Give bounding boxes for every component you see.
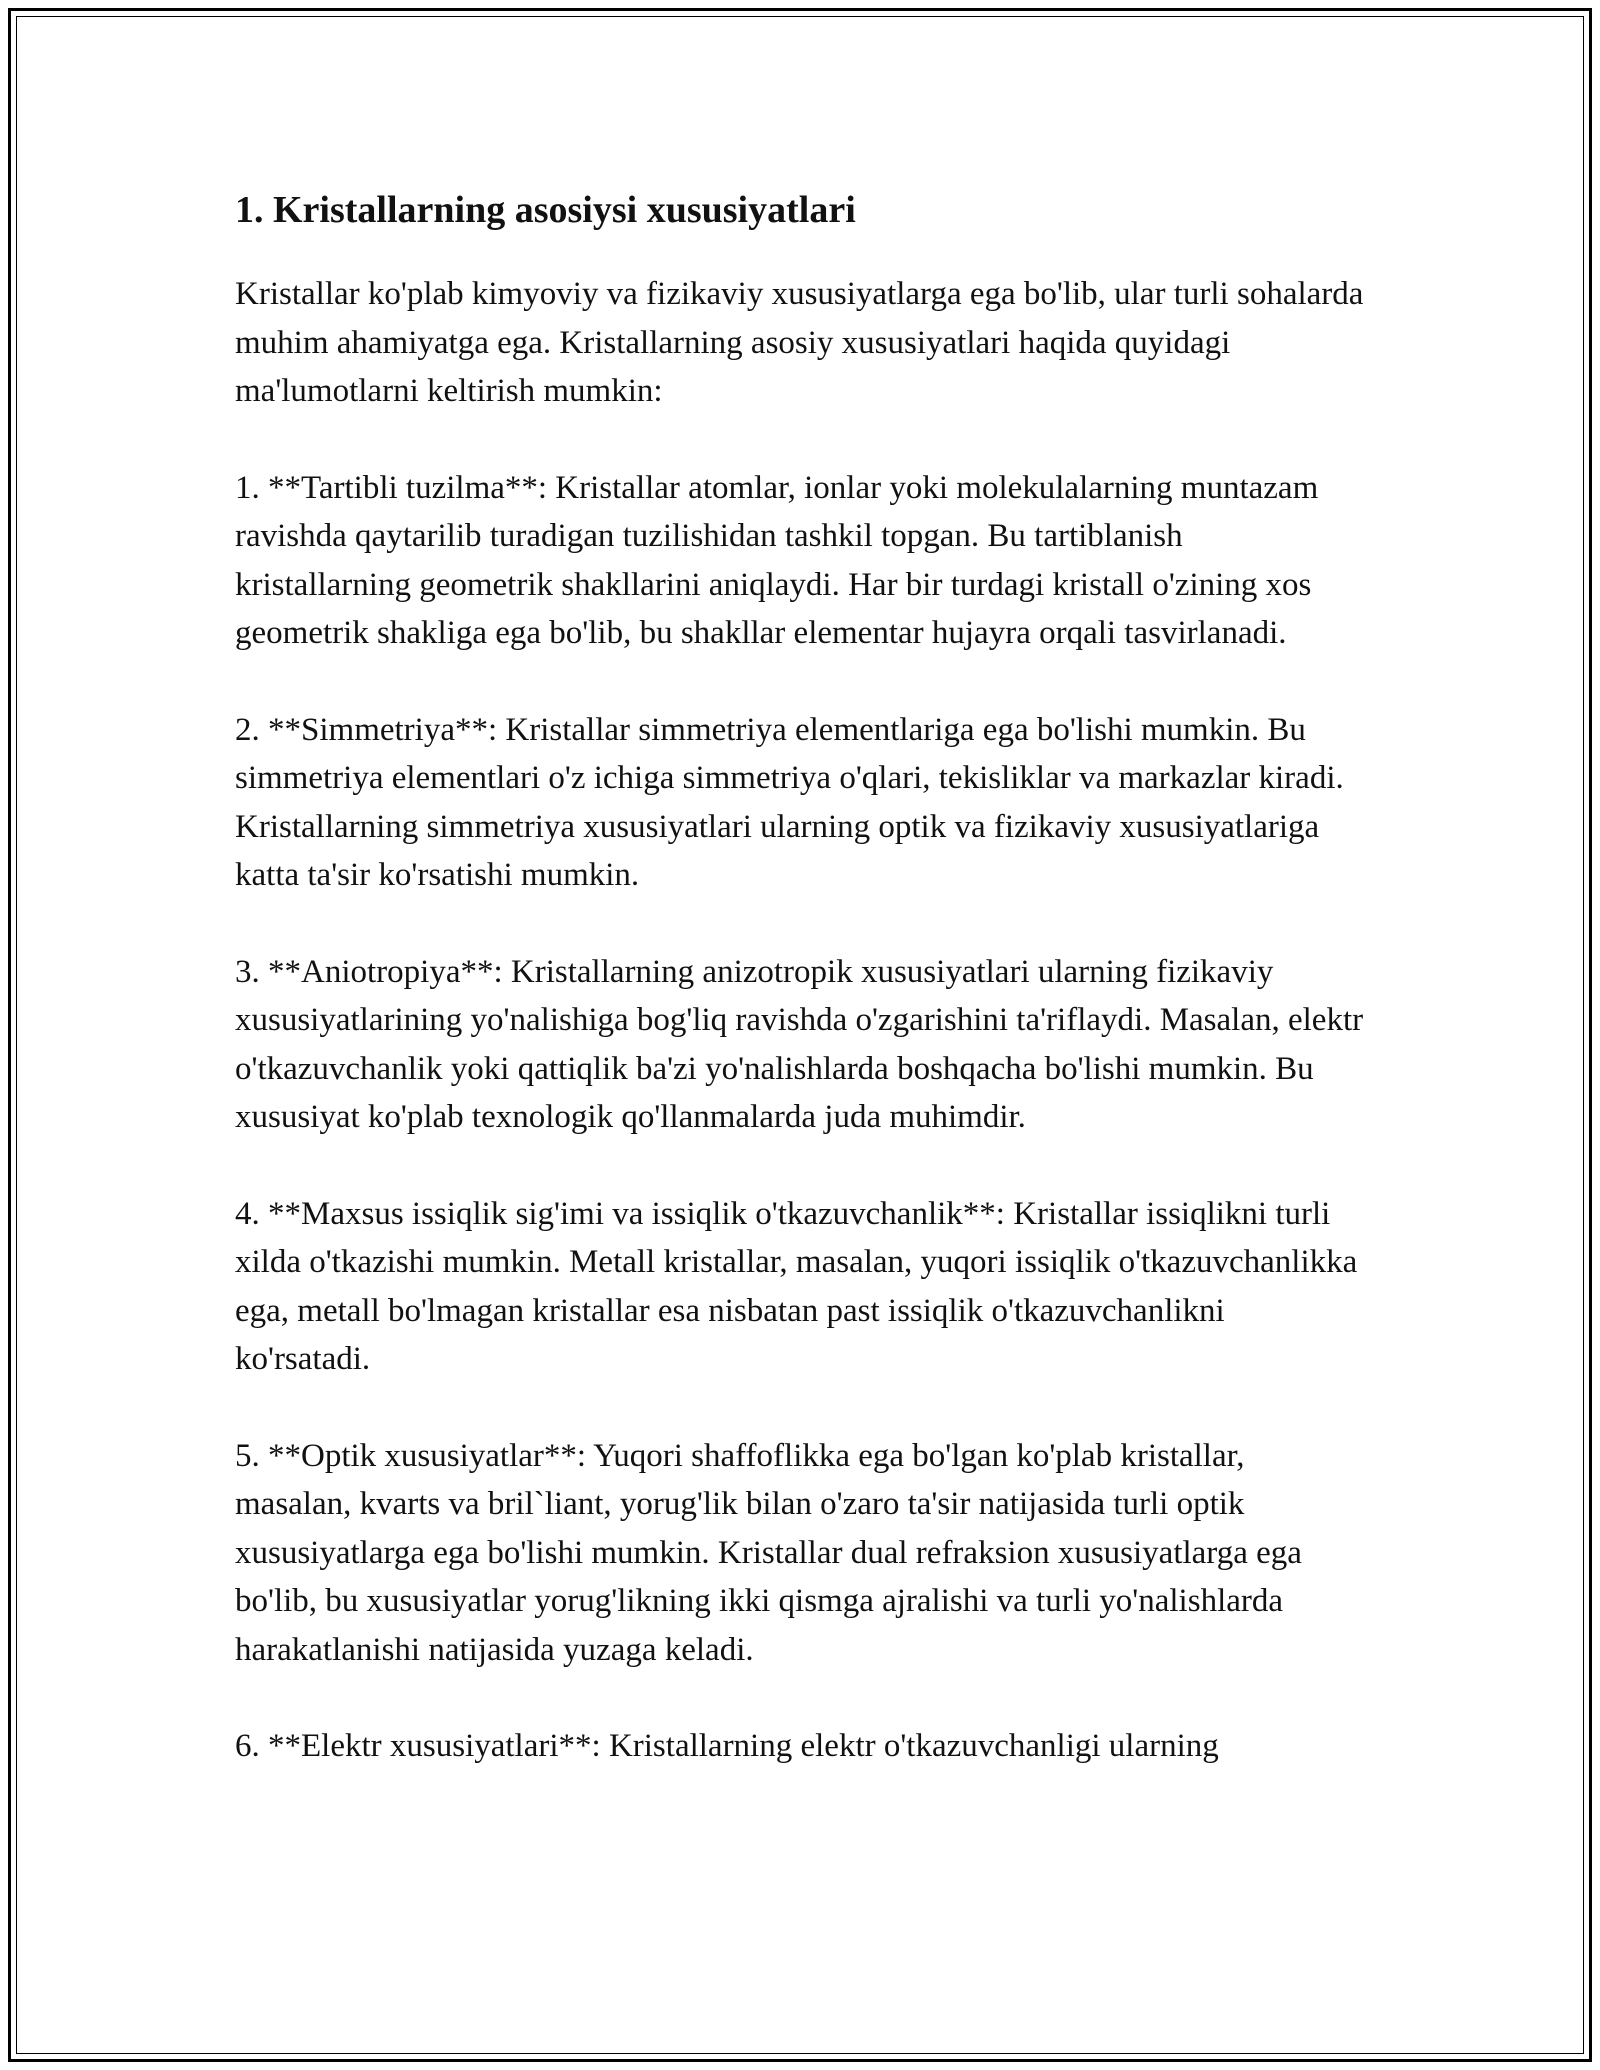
list-item-tartibli-tuzilma: 1. **Tartibli tuzilma**: Kristallar atomlar, ionlar yoki molekulalarning muntazam ravishda qaytarilib turadigan tuzilishidan tashkil topgan. Bu tartiblanish kristallarning geometrik shakllarini aniqlaydi. Har bir turdagi kristall o'zining xos geometrik shakliga ega bo'lib, bu shakllar elementar hujayra orqali tasvirlanadi. [235,469,1319,651]
section-heading: 1. Kristallarning asosiysi xususiyatlari [235,189,856,231]
list-item-elektr: 6. **Elektr xususiyatlari**: Kristallarning elektr o'tkazuvchanligi ularning [235,1728,1219,1764]
intro-paragraph: Kristallar ko'plab kimyoviy va fizikaviy xususiyatlarga ega bo'lib, ular turli sohalarda muhim ahamiyatga ega. Kristallarning asosiy xususiyatlari haqida quyidagi ma'lumotlarni keltirish mumkin: [235,276,1364,409]
list-item-optik: 5. **Optik xususiyatlar**: Yuqori shaffoflikka ega bo'lgan ko'plab kristallar, masalan, kvarts va bril`liant, yorug'lik bilan o'zaro ta'sir natijasida turli optik xususiyatlarga ega bo'lishi mumkin. Kristallar dual refraksion xususiyatlarga ega bo'lib, bu xususiyatlar yorug'likning ikki qismga ajralishi va turli yo'nalishlarda harakatlanishi natijasida yuzaga keladi. [235,1437,1302,1668]
list-item-aniotropiya: 3. **Aniotropiya**: Kristallarning anizotropik xususiyatlari ularning fizikaviy xususiyatlarining yo'nalishiga bog'liq ravishda o'zgarishini ta'riflaydi. Masalan, elektr o'tkazuvchanlik yoki qattiqlik ba'zi yo'nalishlarda boshqacha bo'lishi mumkin. Bu xususiyat ko'plab texnologik qo'llanmalarda juda muhimdir. [235,953,1364,1135]
document-body [235,186,1365,1819]
list-item-issiqlik: 4. **Maxsus issiqlik sig'imi va issiqlik o'tkazuvchanlik**: Kristallar issiqlikni turli xilda o'tkazishi mumkin. Metall kristallar, masalan, yuqori issiqlik o'tkazuvchanlikka ega, metall bo'lmagan kristallar esa nisbatan past issiqlik o'tkazuvchanlikni ko'rsatadi. [235,1195,1358,1377]
list-item-simmetriya: 2. **Simmetriya**: Kristallar simmetriya elementlariga ega bo'lishi mumkin. Bu simmetriya elementlari o'z ichiga simmetriya o'qlari, tekisliklar va markazlar kiradi. Kristallarning simmetriya xususiyatlari ularning optik va fizikaviy xususiyatlariga katta ta'sir ko'rsatishi mumkin. [235,711,1344,893]
